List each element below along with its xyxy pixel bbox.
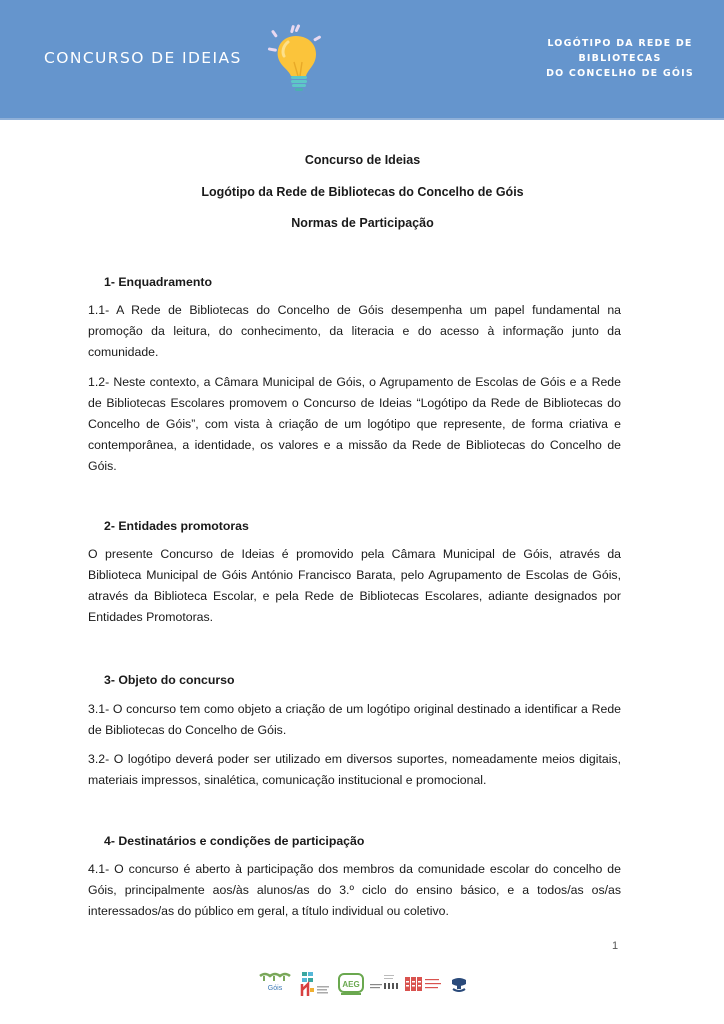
aeg-logo-text: AEG bbox=[342, 980, 360, 989]
section-heading: 4- Destinatários e condições de participação bbox=[104, 834, 365, 848]
footer-logos bbox=[258, 970, 468, 1000]
banner-subtitle-line: LOGÓTIPO DA REDE DE bbox=[547, 38, 693, 49]
paragraph: 1.1- A Rede de Bibliotecas do Concelho de Góis desempenha um papel fundamental na promoção da leitura, do conhecimento, da literacia e do acesso à informação junto da comunidade. bbox=[88, 303, 621, 359]
banner-subtitle-line: DO CONCELHO DE GÓIS bbox=[546, 68, 694, 79]
paragraph: 3.2- O logótipo deverá poder ser utilizado em diversos suportes, nomeadamente meios digitais, materiais impressos, sinalética, comunicação institucional e promocional. bbox=[88, 752, 621, 787]
lightbulb-icon bbox=[258, 22, 330, 98]
banner-subtitle-line: BIBLIOTECAS bbox=[578, 53, 662, 64]
banner-subtitle bbox=[520, 36, 720, 81]
paragraph: O presente Concurso de Ideias é promovido pela Câmara Municipal de Góis, através da Biblioteca Municipal de Góis António Francisco Barata, pelo Agrupamento de Escolas de Góis, através da Biblioteca Escolar, e pela Rede de Bibliotecas Escolares, adiante designados por Entidades Promotoras. bbox=[88, 547, 621, 624]
document-title: Concurso de Ideias bbox=[304, 153, 421, 167]
aeg-logo bbox=[338, 970, 364, 998]
library-logo bbox=[368, 970, 400, 998]
school-group-logo bbox=[300, 970, 332, 998]
document-subtitle: Logótipo da Rede de Bibliotecas do Concelho de Góis bbox=[201, 185, 524, 199]
section-heading: 3- Objeto do concurso bbox=[104, 673, 235, 687]
banner-title: CONCURSO DE IDEIAS bbox=[44, 49, 242, 67]
gois-logo-text: Góis bbox=[267, 985, 283, 992]
paragraph: 1.2- Neste contexto, a Câmara Municipal de Góis, o Agrupamento de Escolas de Góis e a Rede de Bibliotecas Escolares promovem o Concurso de Ideias “Logótipo da Rede de Bibliotecas do Concelho de Góis”, com vista à criação de um logótipo que represente, de forma criativa e contemporânea, a identidade, os valores e a missão da Rede de Bibliotecas do Concelho de Góis. bbox=[88, 375, 621, 473]
page-number: 1 bbox=[612, 940, 619, 952]
rbe-logo bbox=[404, 970, 444, 998]
paragraph: 4.1- O concurso é aberto à participação dos membros da comunidade escolar do concelho de Góis, principalmente aos/às alunos/as do 3.º ciclo do ensino básico, e a todos/as os/as interessados/as do público em geral, a título individual ou coletivo. bbox=[88, 862, 621, 918]
gois-municipality-logo bbox=[258, 970, 292, 998]
document-subheading: Normas de Participação bbox=[291, 216, 434, 230]
institution-seal-logo bbox=[450, 970, 468, 998]
paragraph: 3.1- O concurso tem como objeto a criação de um logótipo original destinado a identificar a Rede de Bibliotecas do Concelho de Góis. bbox=[88, 702, 621, 737]
section-heading: 2- Entidades promotoras bbox=[104, 519, 249, 533]
section-heading: 1- Enquadramento bbox=[104, 275, 212, 289]
header-banner bbox=[0, 0, 724, 120]
